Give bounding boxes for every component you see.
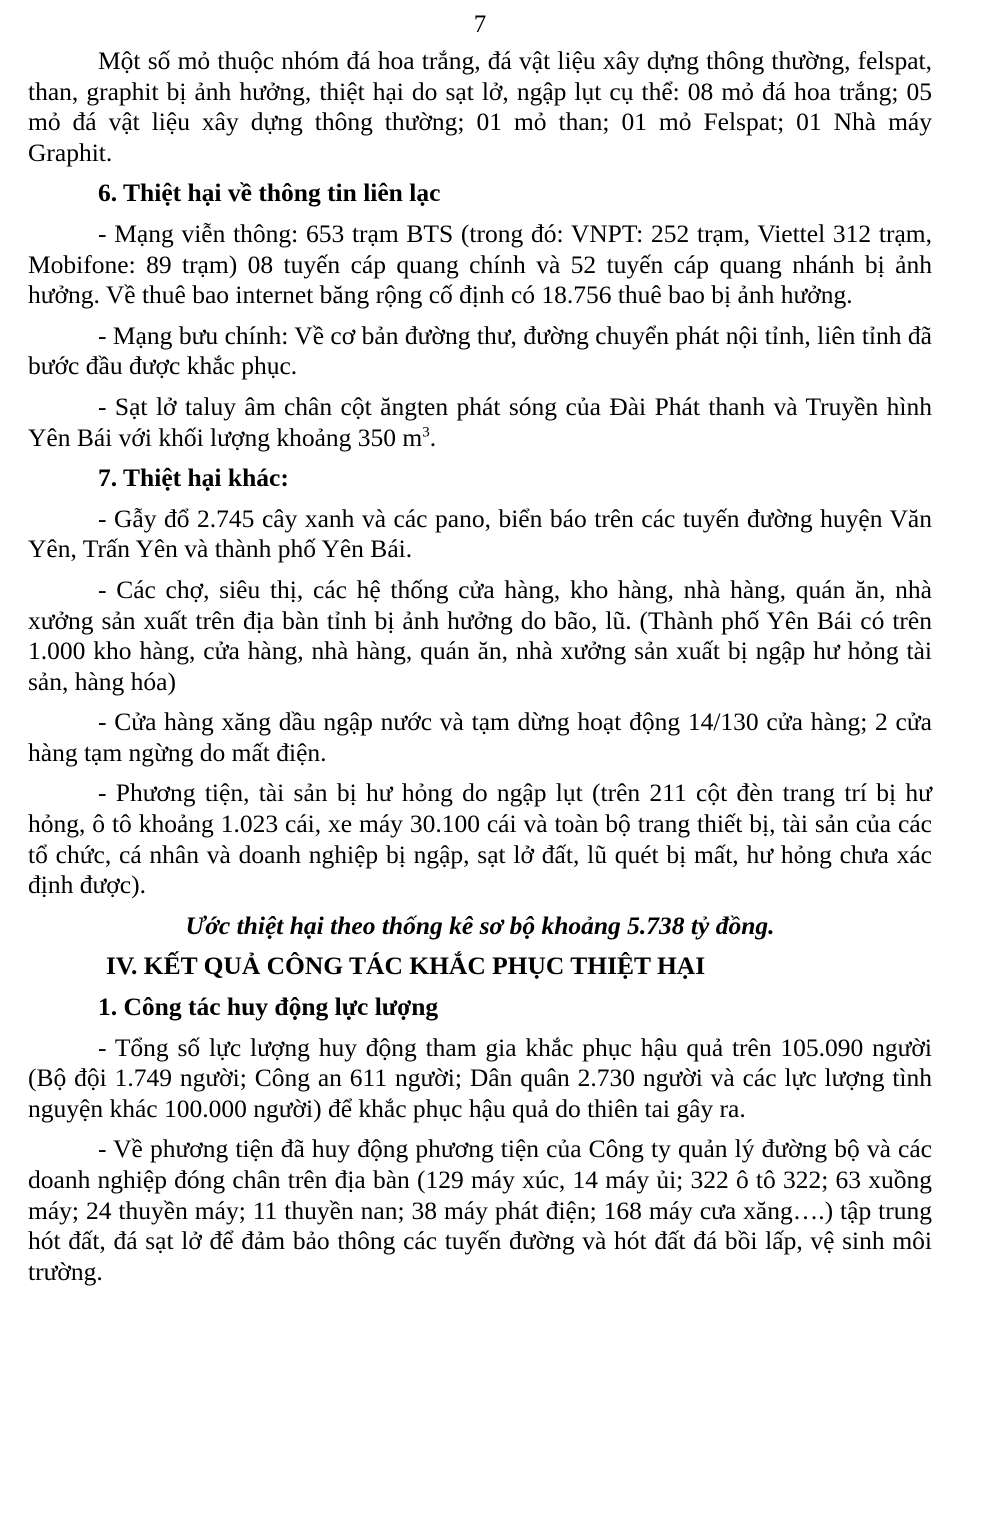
postal-paragraph: - Mạng bưu chính: Về cơ bản đường thư, đường chuyển phát nội tỉnh, liên tỉnh đã bước đầu được khắc phục. (28, 320, 932, 381)
antenna-landslide-paragraph (28, 392, 932, 453)
document-page (28, 8, 932, 1297)
telecom-paragraph: - Mạng viễn thông: 653 trạm BTS (trong đó: VNPT: 252 trạm, Viettel 312 trạm, Mobifone: 89 trạm) 08 tuyến cáp quang chính và 52 tuyến cáp quang nhánh bị ảnh hưởng. Về thuê bao internet băng rộng cố định có 18.756 thuê bao bị ảnh hưởng. (28, 218, 932, 310)
antenna-landslide-end: . (429, 422, 437, 452)
forces-paragraph: - Tổng số lực lượng huy động tham gia khắc phục hậu quả trên 105.090 người (Bộ đội 1.749 người; Công an 611 người; Dân quân 2.730 người và các lực lượng tình nguyện khác 100.000 người) để khắc phục hậu quả do thiên tai gây ra. (28, 1032, 932, 1123)
subsection-1-heading: 1. Công tác huy động lực lượng (98, 992, 439, 1022)
antenna-landslide-text: - Sạt lở taluy âm chân cột ăngten phát sóng của Đài Phát thanh và Truyền hình Yên Bái với khối lượng khoảng 350 m (28, 391, 932, 452)
damage-summary: Ước thiệt hại theo thống kê sơ bộ khoảng 5.738 tỷ đồng. (185, 910, 775, 940)
mines-paragraph: Một số mỏ thuộc nhóm đá hoa trắng, đá vật liệu xây dựng thông thường, felspat, than, graphit bị ảnh hưởng, thiệt hại do sạt lở, ngập lụt cụ thể: 08 mỏ đá hoa trắng; 05 mỏ đá vật liệu xây dựng thông thường; 01 mỏ than; 01 mỏ Felspat; 01 Nhà máy Graphit. (28, 46, 932, 167)
fuel-stations-paragraph: - Cửa hàng xăng dầu ngập nước và tạm dừng hoạt động 14/130 cửa hàng; 2 cửa hàng tạm ngừng do mất điện. (28, 707, 932, 767)
section-6-heading: 6. Thiệt hại về thông tin liên lạc (98, 178, 441, 208)
page-number: 7 (473, 11, 487, 38)
section-iv-heading: IV. KẾT QUẢ CÔNG TÁC KHẮC PHỤC THIỆT HẠI (106, 951, 706, 981)
equipment-paragraph: - Về phương tiện đã huy động phương tiện của Công ty quản lý đường bộ và các doanh nghiệp đóng chân trên địa bàn (129 máy xúc, 14 máy ủi; 322 ô tô 322; 63 xuồng máy; 24 thuyền máy; 11 thuyền nan; 38 máy phát điện; 168 máy cưa xăng….) tập trung hót đất, đá sạt lở để đảm bảo thông các tuyến đường và hót đất đá bồi lấp, vệ sinh môi trường. (28, 1134, 932, 1286)
section-7-heading: 7. Thiệt hại khác: (98, 463, 289, 493)
markets-paragraph: - Các chợ, siêu thị, các hệ thống cửa hàng, kho hàng, nhà hàng, quán ăn, nhà xưởng sản xuất trên địa bàn tỉnh bị ảnh hưởng do bão, lũ. (Thành phố Yên Bái có trên 1.000 kho hàng, cửa hàng, nhà hàng, quán ăn, nhà xưởng sản xuất bị ngập hư hỏng tài sản, hàng hóa) (28, 574, 932, 696)
vehicles-paragraph: - Phương tiện, tài sản bị hư hỏng do ngập lụt (trên 211 cột đèn trang trí bị hư hỏng, ô tô khoảng 1.023 cái, xe máy 30.100 cái và toàn bộ trang thiết bị, tài sản của các tổ chức, cá nhân và doanh nghiệp bị ngập, sạt lở đất, lũ quét bị mất, hư hỏng chưa xác định được). (28, 778, 932, 900)
trees-paragraph: - Gẫy đổ 2.745 cây xanh và các pano, biển báo trên các tuyến đường huyện Văn Yên, Trấn Yên và thành phố Yên Bái. (28, 503, 932, 564)
cubic-superscript: 3 (422, 424, 430, 441)
